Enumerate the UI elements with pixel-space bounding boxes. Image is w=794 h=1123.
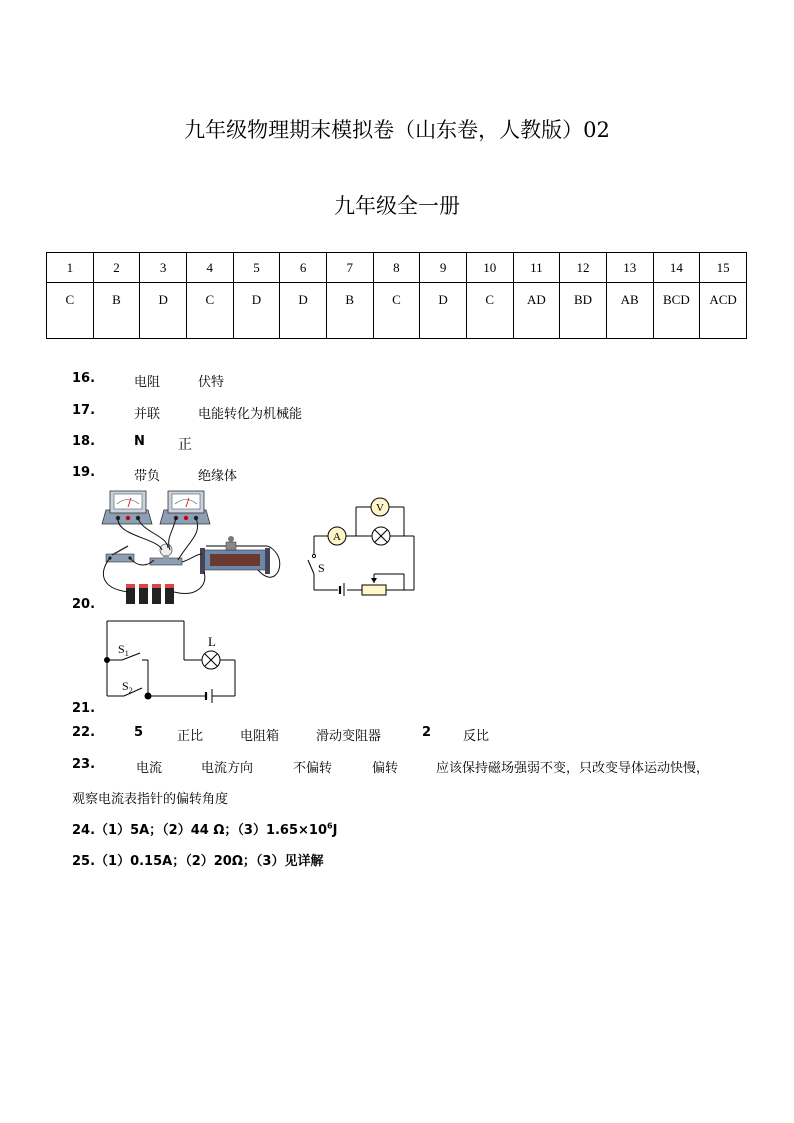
answer-text: 25.（1）0.15A；（2）20Ω；（3）见详解 xyxy=(72,854,324,869)
answer-table-answer-row xyxy=(47,283,747,339)
question-number-cell: 5 xyxy=(233,253,280,283)
answer-blank: 带负 xyxy=(134,469,161,484)
question-number: 23. xyxy=(72,757,96,772)
answer-blank: 正 xyxy=(178,437,192,453)
answer-cell: D xyxy=(233,283,280,339)
battery-pack-icon xyxy=(126,584,174,604)
voltmeter-device-icon xyxy=(160,491,210,524)
answer-blank: 应该保持磁场强弱不变，只改变导体运动快慢， xyxy=(436,761,710,776)
answer-blank: 反比 xyxy=(463,729,490,744)
ammeter-label: A xyxy=(333,531,341,543)
answer-cell: C xyxy=(466,283,513,339)
question-number: 17. xyxy=(72,403,96,418)
page-title: 九年级物理期末模拟卷（山东卷，人教版）02 xyxy=(184,118,610,142)
answer-blank: 正比 xyxy=(177,729,204,744)
question-number-cell: 7 xyxy=(326,253,373,283)
answer-cell: D xyxy=(280,283,327,339)
question-number-cell: 2 xyxy=(93,253,140,283)
answer-cell: AD xyxy=(513,283,560,339)
answer-blank: 并联 xyxy=(134,407,161,422)
circuit-apparatus-illustration xyxy=(98,488,290,610)
answer-text: 24.（1）5A；（2）44 Ω；$(3)1.65\times 10^6J$ xyxy=(72,821,338,838)
question-number-cell: 1 xyxy=(47,253,94,283)
s2-label: $S_2$ xyxy=(122,679,133,695)
question-number-cell: 9 xyxy=(420,253,467,283)
question-number-cell: 10 xyxy=(466,253,513,283)
answer-blank: 电能转化为机械能 xyxy=(198,407,303,422)
switch-label: S xyxy=(318,561,325,575)
answer-table xyxy=(46,252,747,339)
answer-cell: BD xyxy=(560,283,607,339)
answer-blank: N xyxy=(134,434,145,449)
answer-cell: C xyxy=(47,283,94,339)
circuit-schematic-q20 xyxy=(300,490,424,596)
answer-blank: 2 xyxy=(422,725,432,740)
answer-cell: B xyxy=(93,283,140,339)
question-number-cell: 8 xyxy=(373,253,420,283)
question-number-cell: 11 xyxy=(513,253,560,283)
question-number: 22. xyxy=(72,725,96,740)
answer-blank: 电阻箱 xyxy=(240,729,280,744)
answer-blank: 伏特 xyxy=(198,375,225,390)
rheostat-device-icon xyxy=(200,536,270,574)
answer-cell: BCD xyxy=(653,283,700,339)
answer-table-number-row xyxy=(47,253,747,283)
question-number-cell: 12 xyxy=(560,253,607,283)
question-number-cell: 14 xyxy=(653,253,700,283)
lamp-device-icon xyxy=(150,544,182,565)
question-number: 19. xyxy=(72,465,96,480)
answer-blank: 不偏转 xyxy=(293,761,333,776)
answer-cell: AB xyxy=(606,283,653,339)
question-number: 21. xyxy=(72,701,96,716)
answer-blank: 偏转 xyxy=(372,761,399,776)
answer-blank: 滑动变阻器 xyxy=(316,729,382,744)
answer-cell: ACD xyxy=(700,283,747,339)
question-number-cell: 6 xyxy=(280,253,327,283)
answer-text: 观察电流表指针的偏转角度 xyxy=(72,792,229,807)
knife-switch-icon xyxy=(106,546,134,562)
question-number: 20. xyxy=(72,597,96,612)
question-number: 16. xyxy=(72,371,96,386)
question-number: 18. xyxy=(72,434,96,449)
voltmeter-label: V xyxy=(376,502,384,514)
answer-blank: 电阻 xyxy=(134,375,161,390)
question-number-cell: 13 xyxy=(606,253,653,283)
lamp-label: L xyxy=(208,634,216,649)
question-number-cell: 3 xyxy=(140,253,187,283)
answer-blank: 5 xyxy=(134,725,144,740)
answer-blank: 电流方向 xyxy=(201,761,254,776)
answer-cell: C xyxy=(186,283,233,339)
answer-blank: 电流 xyxy=(136,761,163,776)
answer-cell: D xyxy=(140,283,187,339)
question-number-cell: 4 xyxy=(186,253,233,283)
question-number-cell: 15 xyxy=(700,253,747,283)
s1-label: $S_1$ xyxy=(118,642,129,658)
answer-cell: C xyxy=(373,283,420,339)
page-subtitle: 九年级全一册 xyxy=(334,194,460,218)
ammeter-device-icon xyxy=(102,491,152,524)
answer-blank: 绝缘体 xyxy=(198,469,238,484)
answer-cell: B xyxy=(326,283,373,339)
answer-cell: D xyxy=(420,283,467,339)
circuit-schematic-q21 xyxy=(100,615,242,705)
